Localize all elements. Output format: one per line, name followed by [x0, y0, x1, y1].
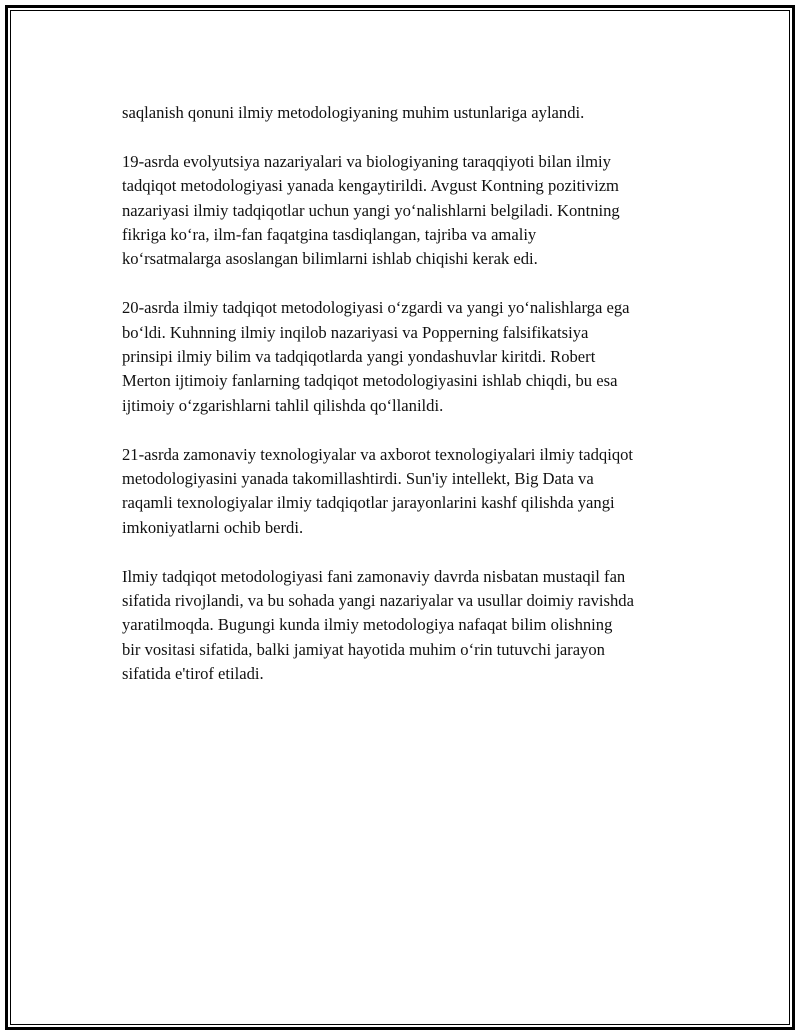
paragraph-1 — [122, 101, 702, 125]
text-line: fikriga ko‘ra, ilm-fan faqatgina tasdiqlangan, tajriba va amaliy — [122, 225, 537, 245]
text-line: 21-asrda zamonaviy texnologiyalar va axborot texnologiyalari ilmiy tadqiqot — [122, 444, 634, 464]
text-line: Merton ijtimoiy fanlarning tadqiqot metodologiyasini ishlab chiqdi, bu esa — [122, 371, 618, 391]
text-line: Ilmiy tadqiqot metodologiyasi fani zamonaviy davrda nisbatan mustaqil fan — [122, 566, 626, 586]
text-line: bo‘ldi. Kuhnning ilmiy inqilob nazariyasi va Popperning falsifikatsiya — [122, 322, 589, 342]
text-line: raqamli texnologiyalar ilmiy tadqiqotlar jarayonlarini kashf qilishda yangi — [122, 493, 615, 513]
text-line: bir vositasi sifatida, balki jamiyat hayotida muhim o‘rin tutuvchi jarayon — [122, 639, 605, 659]
text-line: metodologiyasini yanada takomillashtirdi. Sun'iy intellekt, Big Data va — [122, 469, 594, 489]
text-line: sifatida e'tirof etiladi. — [122, 664, 264, 684]
text-line: tadqiqot metodologiyasi yanada kengaytirildi. Avgust Kontning pozitivizm — [122, 176, 619, 196]
text-line: nazariyasi ilmiy tadqiqotlar uchun yangi yo‘nalishlarni belgiladi. Kontning — [122, 200, 620, 220]
text-line: prinsipi ilmiy bilim va tadqiqotlarda yangi yondashuvlar kiritdi. Robert — [122, 347, 596, 367]
text-line: 20-asrda ilmiy tadqiqot metodologiyasi o‘zgardi va yangi yo‘nalishlarga ega — [122, 298, 630, 318]
text-line: 19-asrda evolyutsiya nazariyalari va biologiyaning taraqqiyoti bilan ilmiy — [122, 151, 611, 171]
paragraph-3 — [122, 296, 702, 418]
text-line: ko‘rsatmalarga asoslangan bilimlarni ishlab chiqishi kerak edi. — [122, 249, 538, 269]
page-border — [5, 5, 795, 1030]
text-line: ijtimoiy o‘zgarishlarni tahlil qilishda qo‘llanildi. — [122, 395, 444, 415]
text-line: sifatida rivojlandi, va bu sohada yangi nazariyalar va usullar doimiy ravishda — [122, 591, 634, 611]
text-line: imkoniyatlarni ochib berdi. — [122, 517, 304, 537]
text-line: yaratilmoqda. Bugungi kunda ilmiy metodologiya nafaqat bilim olishning — [122, 615, 613, 635]
text-line: saqlanish qonuni ilmiy metodologiyaning muhim ustunlariga aylandi. — [122, 103, 585, 122]
paragraph-4 — [122, 443, 702, 541]
paragraph-2 — [122, 150, 702, 272]
document-body — [122, 101, 702, 711]
paragraph-5 — [122, 565, 702, 687]
